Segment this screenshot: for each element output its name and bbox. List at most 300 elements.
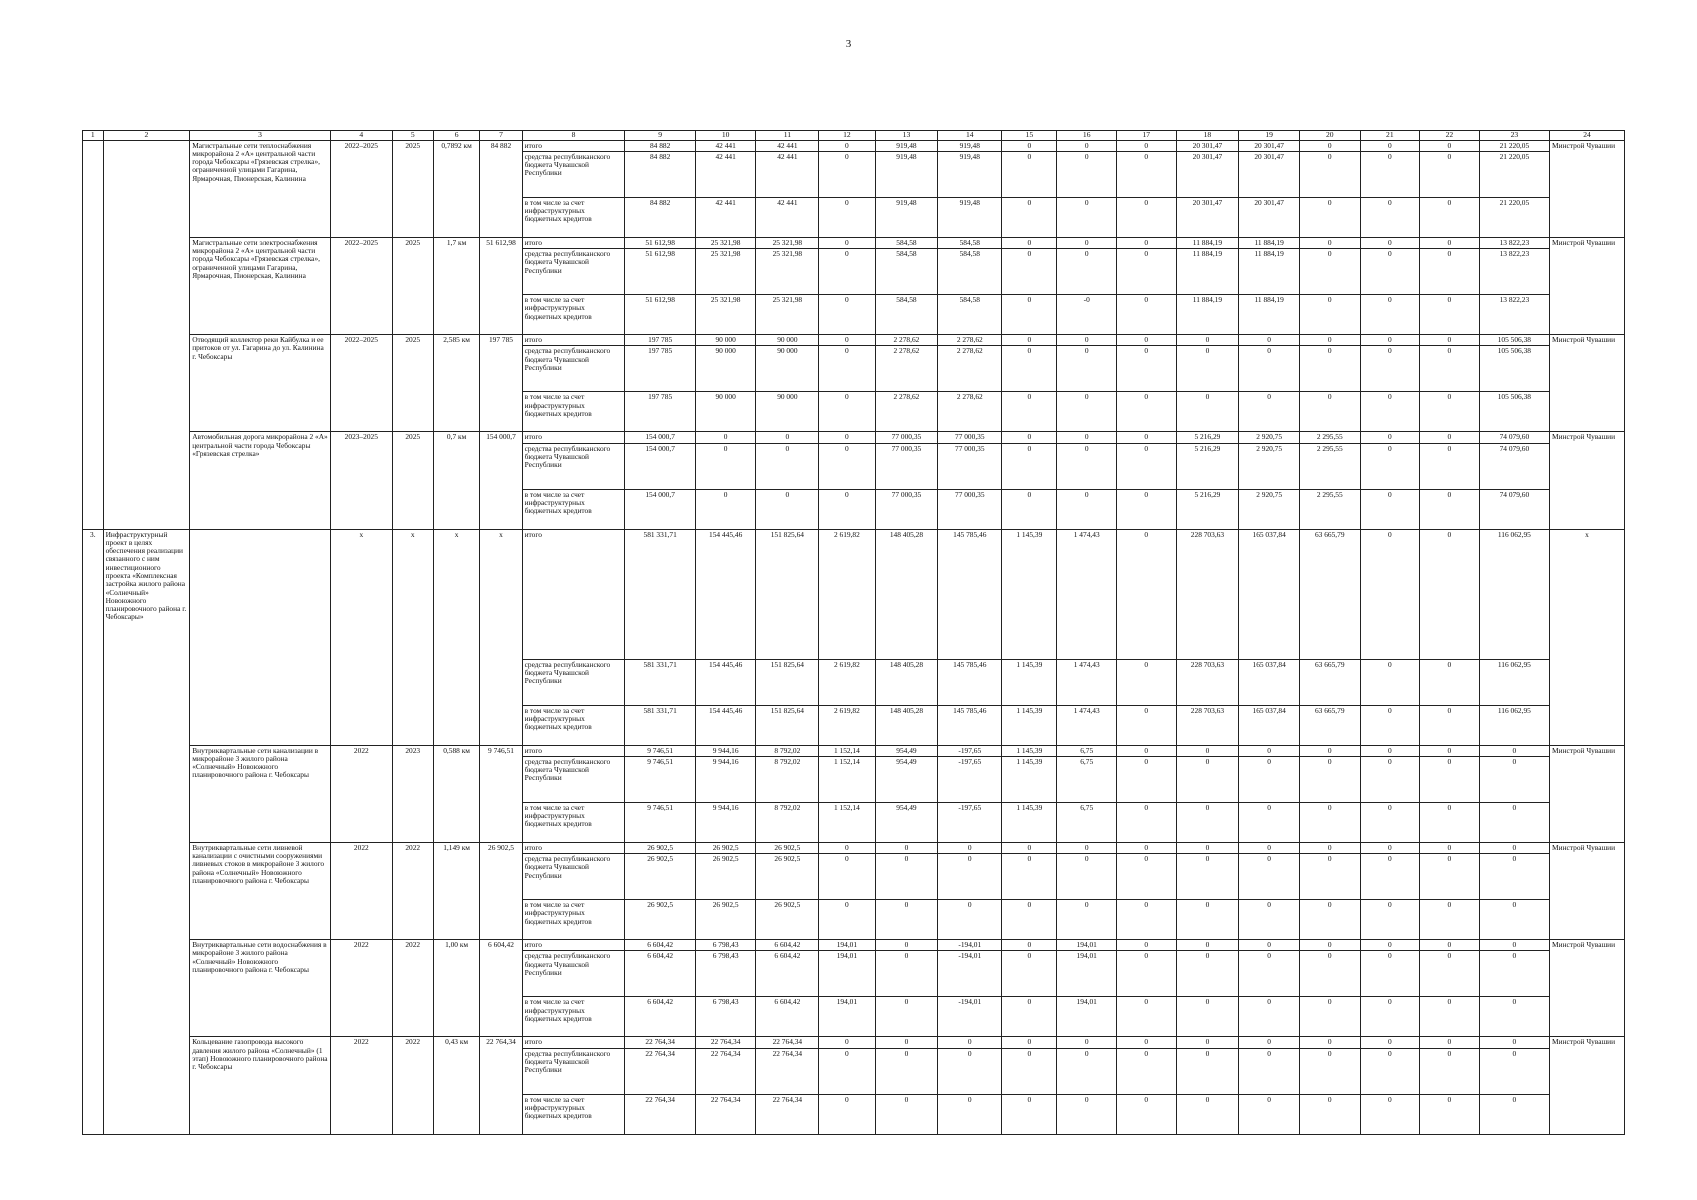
cell-c6: 0,7892 км	[433, 140, 480, 237]
value-cell: 42 441	[756, 197, 819, 237]
value-cell: 6 604,42	[625, 940, 695, 951]
value-cell: 0	[1299, 940, 1360, 951]
value-cell: 0	[1176, 1048, 1239, 1094]
value-cell: 2 920,75	[1239, 432, 1300, 443]
value-cell: 197 785	[625, 346, 695, 392]
value-cell: 0	[1116, 249, 1176, 295]
funding-source: средства республиканского бюджета Чувашской Республики	[522, 443, 625, 489]
value-cell: 0	[1479, 900, 1549, 940]
value-cell: 0	[1116, 1048, 1176, 1094]
funding-source: в том числе за счет инфраструктурных бюджетных кредитов	[522, 802, 625, 842]
value-cell: 0	[1116, 443, 1176, 489]
value-cell: 1 152,14	[819, 802, 875, 842]
value-cell: 0	[1299, 854, 1360, 900]
funding-source: в том числе за счет инфраструктурных бюджетных кредитов	[522, 1094, 625, 1134]
group-number	[83, 140, 104, 529]
value-cell: 148 405,28	[875, 705, 938, 745]
value-cell: 154 000,7	[625, 432, 695, 443]
value-cell: 0	[1002, 432, 1057, 443]
value-cell: 0	[1239, 1094, 1300, 1134]
value-cell: 26 902,5	[695, 900, 756, 940]
value-cell: 0	[1360, 705, 1420, 745]
value-cell: 581 331,71	[625, 659, 695, 705]
value-cell: 0	[1360, 756, 1420, 802]
value-cell: 0	[1299, 151, 1360, 197]
value-cell: 148 405,28	[875, 529, 938, 659]
value-cell: 0	[1002, 1048, 1057, 1094]
value-cell: 2 295,55	[1299, 489, 1360, 529]
value-cell: -197,65	[938, 802, 1002, 842]
value-cell: 0	[1299, 1037, 1360, 1048]
value-cell: 0	[1002, 443, 1057, 489]
value-cell: 22 764,34	[756, 1094, 819, 1134]
value-cell: 1 474,43	[1057, 705, 1117, 745]
value-cell: 6,75	[1057, 802, 1117, 842]
value-cell: 63 665,79	[1299, 705, 1360, 745]
value-cell: 90 000	[695, 346, 756, 392]
value-cell: 0	[756, 489, 819, 529]
value-cell: -194,01	[938, 940, 1002, 951]
value-cell: 0	[1239, 802, 1300, 842]
value-cell: 0	[1116, 489, 1176, 529]
value-cell: 42 441	[695, 151, 756, 197]
header-cell: 12	[819, 131, 875, 141]
value-cell: 1 145,39	[1002, 802, 1057, 842]
value-cell: 0	[1176, 802, 1239, 842]
value-cell: 228 703,63	[1176, 705, 1239, 745]
value-cell: 8 792,02	[756, 745, 819, 756]
object-name: Магистральные сети теплоснабжения микрорайона 2 «А» центральной части города Чебоксары «Грязевская стрелка», ограниченной улицами Гагарина, Ярмарочная, Пионерская, Калинина	[190, 140, 331, 237]
value-cell: 84 882	[625, 151, 695, 197]
value-cell: 194,01	[1057, 997, 1117, 1037]
funding-source: итого	[522, 529, 625, 659]
value-cell: 2 920,75	[1239, 443, 1300, 489]
value-cell: 1 474,43	[1057, 659, 1117, 705]
cell-c6: 0,43 км	[433, 1037, 480, 1134]
funding-source: в том числе за счет инфраструктурных бюджетных кредитов	[522, 197, 625, 237]
value-cell: 0	[1116, 745, 1176, 756]
total-row	[83, 237, 1625, 248]
header-cell: 20	[1299, 131, 1360, 141]
value-cell: 74 079,60	[1479, 432, 1549, 443]
value-cell: 0	[1479, 756, 1549, 802]
value-cell: 0	[1360, 432, 1420, 443]
value-cell: 0	[1420, 997, 1480, 1037]
value-cell: 148 405,28	[875, 659, 938, 705]
value-cell: 0	[1002, 900, 1057, 940]
total-row	[83, 940, 1625, 951]
value-cell: 0	[1002, 951, 1057, 997]
value-cell: 0	[1002, 1094, 1057, 1134]
funding-source: в том числе за счет инфраструктурных бюджетных кредитов	[522, 705, 625, 745]
value-cell: 0	[1239, 997, 1300, 1037]
value-cell: 1 145,39	[1002, 756, 1057, 802]
value-cell: 77 000,35	[875, 443, 938, 489]
value-cell: 0	[1299, 842, 1360, 853]
value-cell: 919,48	[875, 151, 938, 197]
funding-source: итого	[522, 432, 625, 443]
value-cell: 0	[1057, 237, 1117, 248]
total-row	[83, 335, 1625, 346]
value-cell: 0	[1176, 1037, 1239, 1048]
value-cell: 0	[1420, 745, 1480, 756]
value-cell: 77 000,35	[875, 432, 938, 443]
value-cell: 0	[1360, 951, 1420, 997]
value-cell: 0	[819, 392, 875, 432]
value-cell: 11 884,19	[1239, 249, 1300, 295]
value-cell: 25 321,98	[695, 295, 756, 335]
value-cell: 0	[1420, 346, 1480, 392]
value-cell: 145 785,46	[938, 705, 1002, 745]
value-cell: 21 220,05	[1479, 151, 1549, 197]
value-cell: 20 301,47	[1176, 140, 1239, 151]
value-cell: 26 902,5	[695, 842, 756, 853]
value-cell: 0	[1479, 1048, 1549, 1094]
value-cell: 25 321,98	[695, 249, 756, 295]
value-cell: 42 441	[695, 197, 756, 237]
value-cell: 11 884,19	[1239, 295, 1300, 335]
value-cell: 0	[819, 1048, 875, 1094]
value-cell: 9 746,51	[625, 756, 695, 802]
header-cell: 18	[1176, 131, 1239, 141]
cell-c7: 84 882	[480, 140, 522, 237]
project-name: Инфраструктурный проект в целях обеспечения реализации связанного с ним инвестиционного проекта «Комплексная застройка жилого района «Солнечный» Новоюжного планировочного района г. Чебоксары»	[103, 529, 190, 1134]
value-cell: 151 825,64	[756, 705, 819, 745]
value-cell: 21 220,05	[1479, 140, 1549, 151]
value-cell: 22 764,34	[756, 1037, 819, 1048]
cell-c7: 26 902,5	[480, 842, 522, 939]
header-cell: 21	[1360, 131, 1420, 141]
header-cell: 7	[480, 131, 522, 141]
value-cell: 0	[1002, 237, 1057, 248]
value-cell: 584,58	[938, 237, 1002, 248]
value-cell: 6 798,43	[695, 951, 756, 997]
value-cell: 77 000,35	[938, 432, 1002, 443]
value-cell: 0	[1239, 756, 1300, 802]
value-cell: 0	[1299, 295, 1360, 335]
value-cell: 6,75	[1057, 756, 1117, 802]
value-cell: 0	[819, 197, 875, 237]
header-cell: 6	[433, 131, 480, 141]
value-cell: 954,49	[875, 802, 938, 842]
value-cell: 0	[1002, 197, 1057, 237]
value-cell: 116 062,95	[1479, 529, 1549, 659]
value-cell: 197 785	[625, 335, 695, 346]
value-cell: 0	[1479, 1037, 1549, 1048]
value-cell: 0	[1057, 140, 1117, 151]
value-cell: 6,75	[1057, 745, 1117, 756]
value-cell: 1 145,39	[1002, 705, 1057, 745]
value-cell: 197 785	[625, 392, 695, 432]
value-cell: 0	[1420, 295, 1480, 335]
value-cell: 0	[1479, 842, 1549, 853]
value-cell: 2 278,62	[938, 335, 1002, 346]
value-cell: 0	[1057, 249, 1117, 295]
cell-c5: 2022	[392, 1037, 433, 1134]
value-cell: 0	[1239, 951, 1300, 997]
value-cell: 77 000,35	[875, 489, 938, 529]
value-cell: 581 331,71	[625, 705, 695, 745]
funding-source: в том числе за счет инфраструктурных бюджетных кредитов	[522, 900, 625, 940]
value-cell: 0	[1360, 392, 1420, 432]
funding-source: средства республиканского бюджета Чувашской Республики	[522, 346, 625, 392]
object-name: Внутриквартальные сети ливневой канализации с очистными сооружениями ливневых стоков в микрорайоне 3 жилого района «Солнечный» Новоюжного планировочного района г. Чебоксары	[190, 842, 331, 939]
value-cell: 0	[1360, 997, 1420, 1037]
value-cell: 0	[1057, 1048, 1117, 1094]
value-cell: 194,01	[1057, 940, 1117, 951]
value-cell: 0	[819, 1037, 875, 1048]
value-cell: 77 000,35	[938, 489, 1002, 529]
value-cell: 0	[819, 900, 875, 940]
value-cell: 20 301,47	[1239, 151, 1300, 197]
funding-source: средства республиканского бюджета Чувашской Республики	[522, 151, 625, 197]
value-cell: 0	[756, 443, 819, 489]
value-cell: 5 216,29	[1176, 489, 1239, 529]
value-cell: 0	[1360, 151, 1420, 197]
header-cell: 4	[330, 131, 392, 141]
value-cell: 0	[1360, 237, 1420, 248]
value-cell: 0	[1002, 151, 1057, 197]
value-cell: 2 278,62	[875, 392, 938, 432]
value-cell: 0	[1002, 842, 1057, 853]
value-cell: 0	[1360, 335, 1420, 346]
group-number: 3.	[83, 529, 104, 1134]
value-cell: 0	[1116, 197, 1176, 237]
value-cell: 0	[1002, 392, 1057, 432]
value-cell: 0	[1176, 1094, 1239, 1134]
executor: х	[1550, 529, 1625, 745]
executor: Минстрой Чувашии	[1550, 842, 1625, 939]
value-cell: 90 000	[756, 392, 819, 432]
value-cell: 51 612,98	[625, 249, 695, 295]
value-cell: 0	[1420, 529, 1480, 659]
value-cell: 0	[1420, 705, 1480, 745]
value-cell: 90 000	[695, 335, 756, 346]
value-cell: 0	[875, 940, 938, 951]
value-cell: 0	[1116, 140, 1176, 151]
value-cell: 0	[1116, 951, 1176, 997]
cell-c6: 2,585 км	[433, 335, 480, 432]
total-row	[83, 745, 1625, 756]
executor: Минстрой Чувашии	[1550, 940, 1625, 1037]
value-cell: 22 764,34	[625, 1094, 695, 1134]
funding-source: итого	[522, 237, 625, 248]
value-cell: 22 764,34	[625, 1048, 695, 1094]
cell-c6: 1,149 км	[433, 842, 480, 939]
value-cell: 0	[1057, 489, 1117, 529]
value-cell: 0	[1420, 1037, 1480, 1048]
value-cell: 584,58	[938, 249, 1002, 295]
value-cell: 22 764,34	[756, 1048, 819, 1094]
value-cell: 954,49	[875, 756, 938, 802]
value-cell: 0	[756, 432, 819, 443]
value-cell: 0	[1420, 237, 1480, 248]
value-cell: 11 884,19	[1176, 295, 1239, 335]
funding-source: средства республиканского бюджета Чувашской Республики	[522, 756, 625, 802]
value-cell: 26 902,5	[625, 900, 695, 940]
executor: Минстрой Чувашии	[1550, 432, 1625, 529]
value-cell: 0	[1299, 392, 1360, 432]
value-cell: 0	[1360, 197, 1420, 237]
value-cell: 25 321,98	[756, 237, 819, 248]
value-cell: -0	[1057, 295, 1117, 335]
value-cell: 77 000,35	[938, 443, 1002, 489]
cell-c6: 0,588 км	[433, 745, 480, 842]
value-cell: 0	[819, 249, 875, 295]
funding-source: итого	[522, 745, 625, 756]
value-cell: 0	[1116, 1037, 1176, 1048]
value-cell: 0	[1360, 900, 1420, 940]
funding-source: средства республиканского бюджета Чувашской Республики	[522, 249, 625, 295]
value-cell: 84 882	[625, 140, 695, 151]
value-cell: 0	[938, 1094, 1002, 1134]
cell-c5: х	[392, 529, 433, 745]
cell-c7: 22 764,34	[480, 1037, 522, 1134]
value-cell: 51 612,98	[625, 295, 695, 335]
funding-source: итого	[522, 335, 625, 346]
value-cell: 0	[938, 900, 1002, 940]
value-cell: 194,01	[819, 940, 875, 951]
value-cell: 0	[1002, 249, 1057, 295]
value-cell: 165 037,84	[1239, 529, 1300, 659]
funding-source: в том числе за счет инфраструктурных бюджетных кредитов	[522, 489, 625, 529]
value-cell: 0	[1176, 745, 1239, 756]
value-cell: 0	[1299, 997, 1360, 1037]
cell-c7: 154 000,7	[480, 432, 522, 529]
value-cell: 194,01	[1057, 951, 1117, 997]
value-cell: 0	[1057, 197, 1117, 237]
value-cell: 0	[1360, 1094, 1420, 1134]
funding-source: в том числе за счет инфраструктурных бюджетных кредитов	[522, 392, 625, 432]
value-cell: 6 604,42	[756, 997, 819, 1037]
value-cell: 105 506,38	[1479, 392, 1549, 432]
value-cell: 5 216,29	[1176, 432, 1239, 443]
value-cell: 0	[695, 432, 756, 443]
value-cell: 11 884,19	[1176, 249, 1239, 295]
value-cell: 0	[1002, 489, 1057, 529]
value-cell: 0	[819, 335, 875, 346]
value-cell: 13 822,23	[1479, 295, 1549, 335]
value-cell: 0	[1116, 432, 1176, 443]
value-cell: 0	[1176, 756, 1239, 802]
value-cell: 0	[1176, 940, 1239, 951]
header-cell: 14	[938, 131, 1002, 141]
value-cell: 9 944,16	[695, 756, 756, 802]
value-cell: 0	[1299, 237, 1360, 248]
value-cell: 0	[1299, 1094, 1360, 1134]
value-cell: 1 474,43	[1057, 529, 1117, 659]
value-cell: 584,58	[875, 249, 938, 295]
value-cell: 0	[1116, 1094, 1176, 1134]
value-cell: 11 884,19	[1176, 237, 1239, 248]
value-cell: 90 000	[756, 346, 819, 392]
value-cell: 25 321,98	[756, 295, 819, 335]
value-cell: 0	[1057, 854, 1117, 900]
value-cell: 5 216,29	[1176, 443, 1239, 489]
value-cell: 0	[875, 1048, 938, 1094]
funding-source: средства республиканского бюджета Чувашской Республики	[522, 854, 625, 900]
value-cell: 0	[1239, 392, 1300, 432]
cell-c5: 2025	[392, 237, 433, 334]
value-cell: 42 441	[756, 140, 819, 151]
value-cell: 0	[1239, 900, 1300, 940]
value-cell: 6 604,42	[625, 951, 695, 997]
value-cell: 20 301,47	[1176, 151, 1239, 197]
value-cell: 0	[1116, 802, 1176, 842]
value-cell: 0	[1116, 392, 1176, 432]
value-cell: 11 884,19	[1239, 237, 1300, 248]
value-cell: 0	[1002, 346, 1057, 392]
value-cell: 0	[1176, 346, 1239, 392]
value-cell: 74 079,60	[1479, 489, 1549, 529]
value-cell: 2 278,62	[875, 346, 938, 392]
value-cell: 154 445,46	[695, 529, 756, 659]
value-cell: 63 665,79	[1299, 529, 1360, 659]
value-cell: 0	[1116, 940, 1176, 951]
value-cell: 0	[1360, 659, 1420, 705]
value-cell: 0	[1002, 335, 1057, 346]
value-cell: 0	[1420, 842, 1480, 853]
value-cell: 0	[1002, 295, 1057, 335]
value-cell: 22 764,34	[695, 1048, 756, 1094]
value-cell: 0	[1057, 1037, 1117, 1048]
object-name	[190, 529, 331, 745]
value-cell: 0	[1479, 802, 1549, 842]
header-cell: 1	[83, 131, 104, 141]
value-cell: 2 619,82	[819, 659, 875, 705]
funding-source: итого	[522, 842, 625, 853]
value-cell: 0	[1479, 745, 1549, 756]
value-cell: 22 764,34	[695, 1037, 756, 1048]
value-cell: 2 920,75	[1239, 489, 1300, 529]
value-cell: -194,01	[938, 997, 1002, 1037]
value-cell: 0	[1057, 443, 1117, 489]
value-cell: 0	[1420, 900, 1480, 940]
value-cell: 0	[1360, 295, 1420, 335]
value-cell: 0	[695, 443, 756, 489]
value-cell: 919,48	[875, 140, 938, 151]
value-cell: 0	[1299, 346, 1360, 392]
total-row	[83, 140, 1625, 151]
value-cell: 0	[1360, 1048, 1420, 1094]
value-cell: 0	[875, 951, 938, 997]
value-cell: 0	[1176, 842, 1239, 853]
value-cell: 194,01	[819, 997, 875, 1037]
cell-c7: 51 612,98	[480, 237, 522, 334]
value-cell: 0	[1420, 335, 1480, 346]
object-name: Кольцевание газопровода высокого давления жилого района «Солнечный» (1 этап) Новоюжного планировочного района г. Чебоксары	[190, 1037, 331, 1134]
value-cell: 25 321,98	[695, 237, 756, 248]
value-cell: 0	[875, 1094, 938, 1134]
value-cell: 584,58	[938, 295, 1002, 335]
value-cell: 105 506,38	[1479, 335, 1549, 346]
value-cell: 0	[1002, 854, 1057, 900]
value-cell: 0	[1360, 249, 1420, 295]
value-cell: 0	[819, 842, 875, 853]
funding-source: средства республиканского бюджета Чувашской Республики	[522, 951, 625, 997]
cell-c4: 2022–2025	[330, 140, 392, 237]
value-cell: 145 785,46	[938, 659, 1002, 705]
header-cell: 11	[756, 131, 819, 141]
value-cell: 0	[1420, 197, 1480, 237]
value-cell: 0	[819, 432, 875, 443]
value-cell: 145 785,46	[938, 529, 1002, 659]
value-cell: 0	[1116, 854, 1176, 900]
value-cell: 84 882	[625, 197, 695, 237]
value-cell: 20 301,47	[1239, 197, 1300, 237]
header-cell: 3	[190, 131, 331, 141]
value-cell: 151 825,64	[756, 529, 819, 659]
